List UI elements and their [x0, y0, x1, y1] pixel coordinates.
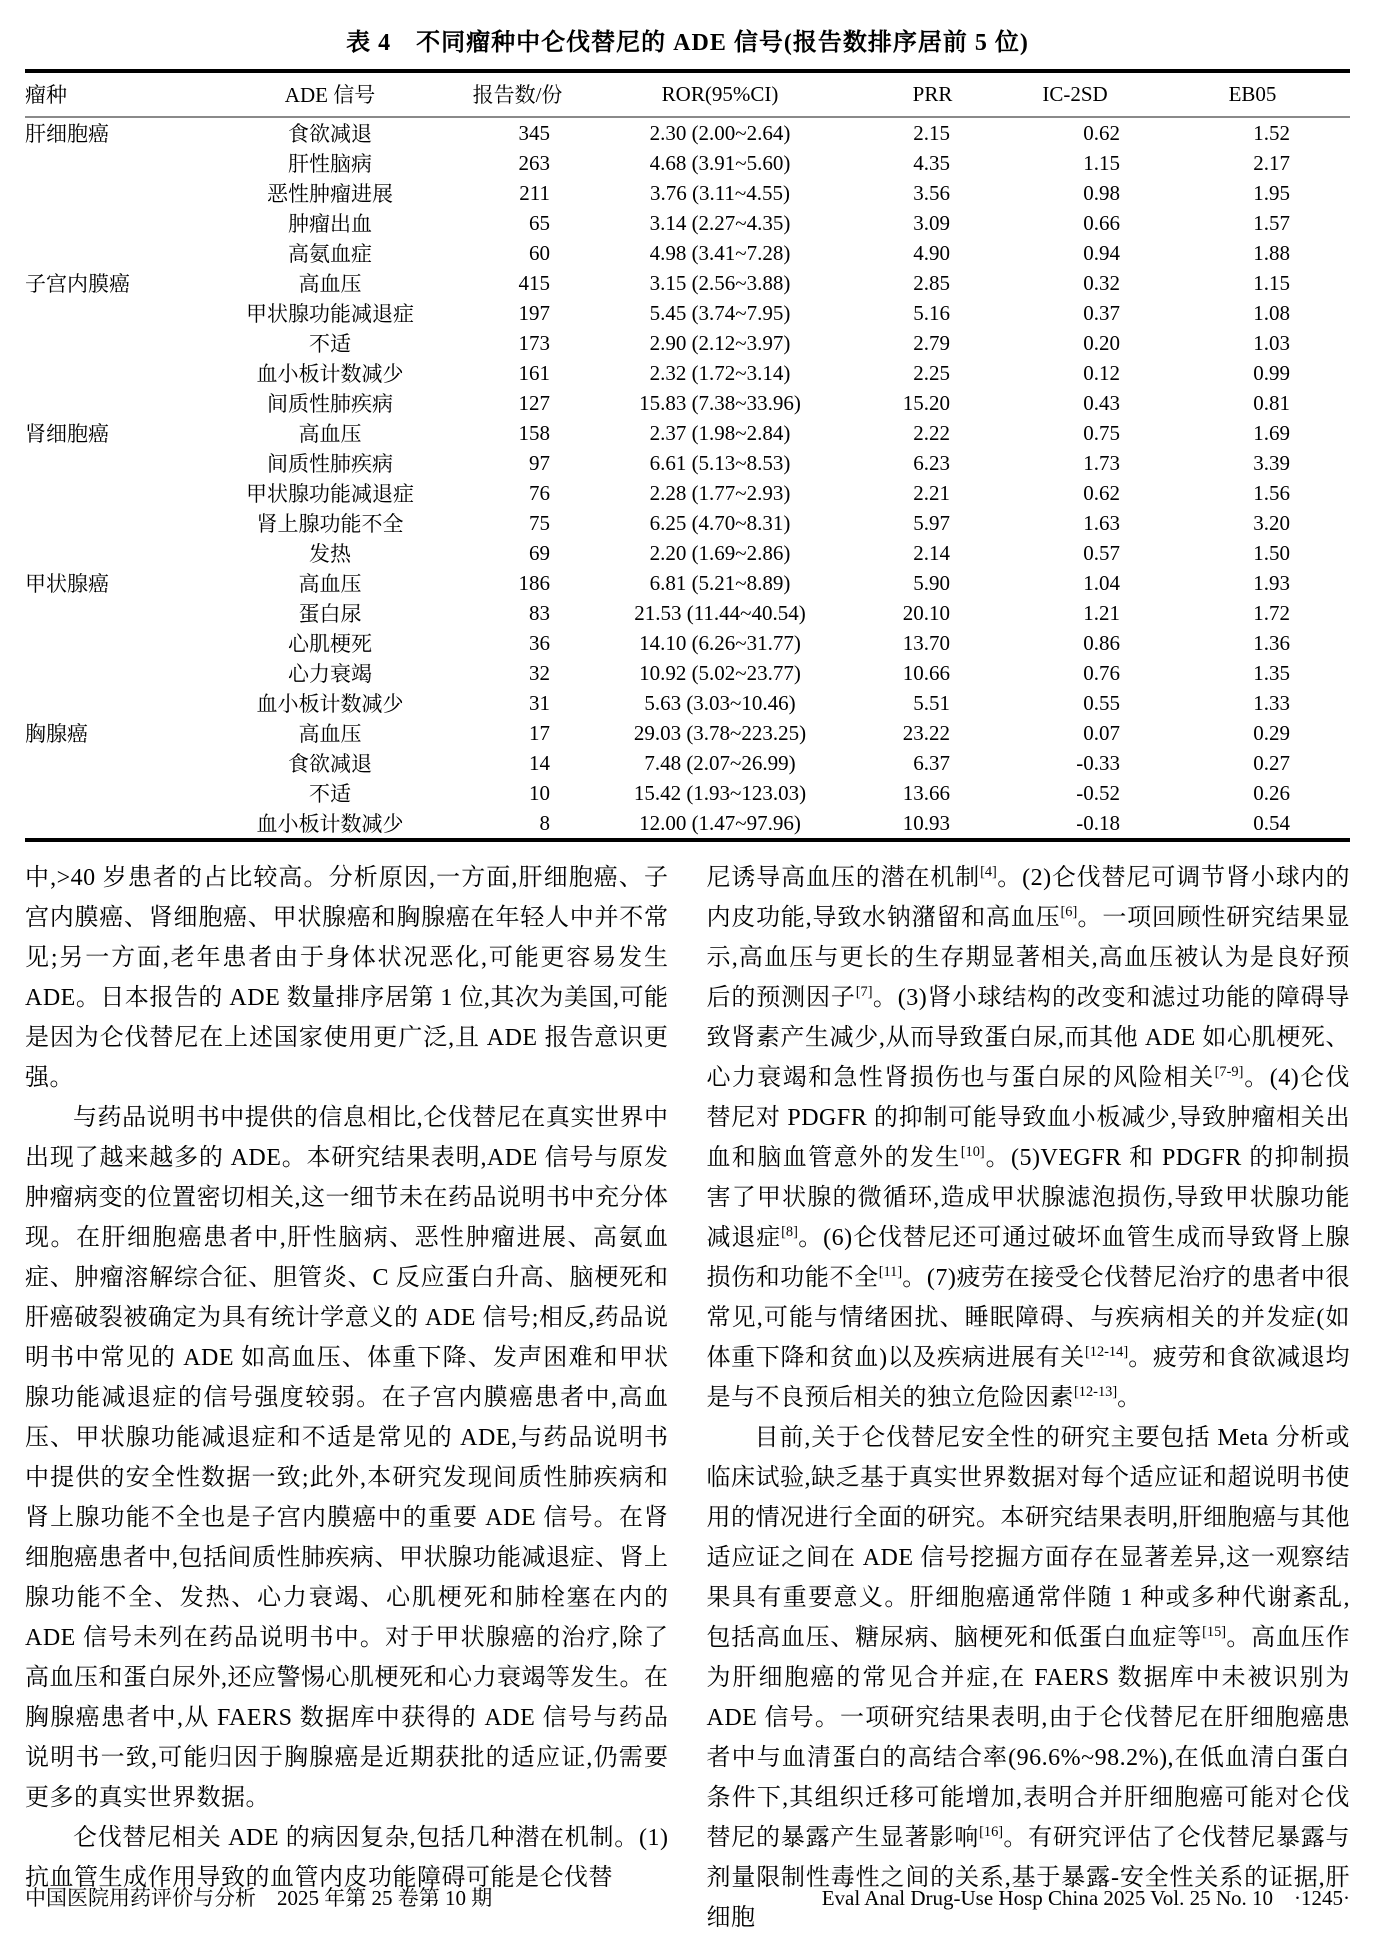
table-cell-ic2sd: 0.55	[1083, 690, 1120, 715]
table4-title: 表 4 不同瘤种中仑伐替尼的 ADE 信号(报告数排序居前 5 位)	[346, 30, 1029, 56]
table-cell-eb05: 1.50	[1253, 540, 1290, 565]
table-cell-reports: 97	[529, 450, 550, 475]
paragraph: 仑伐替尼相关 ADE 的病因复杂,包括几种潜在机制。(1)抗血管生成作用导致的血管内皮功能障碍可能是仑伐替	[25, 1825, 669, 1891]
table-cell-ror: 10.92 (5.02~23.77)	[639, 660, 801, 685]
table-cell-eb05: 1.33	[1253, 690, 1290, 715]
table-row	[25, 808, 1350, 840]
table-cell-prr: 2.21	[913, 480, 950, 505]
table-cell-prr: 4.90	[913, 240, 950, 265]
table-cell-ror: 12.00 (1.47~97.96)	[639, 810, 801, 835]
table-cell-eb05: 1.03	[1253, 330, 1290, 355]
table-cell-ic2sd: 0.76	[1083, 660, 1120, 685]
table-cell-ic2sd: 0.20	[1083, 330, 1120, 355]
table-cell-group: 肝细胞癌	[25, 122, 109, 146]
column-header: PRR	[870, 71, 995, 117]
table-cell-ade: 高血压	[298, 722, 362, 746]
table-cell-reports: 186	[518, 570, 550, 595]
table-cell-group	[25, 388, 195, 418]
table-cell-ic2sd: 1.63	[1083, 510, 1120, 535]
table-cell-group	[25, 598, 195, 628]
table-cell-ic2sd: 0.37	[1083, 300, 1120, 325]
table-cell-ic2sd: 1.04	[1083, 570, 1120, 595]
table-cell-ic2sd: 0.98	[1083, 180, 1120, 205]
table-cell-ic2sd: 0.94	[1083, 240, 1120, 265]
column-header: EB05	[1155, 71, 1350, 117]
table-row	[25, 688, 1350, 718]
table-cell-ic2sd: 0.62	[1083, 480, 1120, 505]
table-cell-group	[25, 328, 195, 358]
table-cell-group	[25, 238, 195, 268]
table-cell-prr: 6.37	[913, 750, 950, 775]
table-cell-eb05: 0.27	[1253, 750, 1290, 775]
table-cell-ade: 肝性脑病	[288, 152, 372, 176]
table-cell-group	[25, 358, 195, 388]
table-cell-ror: 15.83 (7.38~33.96)	[639, 390, 801, 415]
table-row	[25, 178, 1350, 208]
table-cell-prr: 3.56	[913, 180, 950, 205]
table-cell-prr: 20.10	[902, 600, 950, 625]
table-cell-ade: 高血压	[298, 272, 362, 296]
article-body	[25, 858, 1350, 1938]
table-cell-group	[25, 148, 195, 178]
table-cell-prr: 10.66	[902, 660, 950, 685]
table-cell-prr: 2.22	[913, 420, 950, 445]
table-cell-reports: 173	[518, 330, 550, 355]
table-cell-group	[25, 658, 195, 688]
table-cell-ic2sd: 1.15	[1083, 150, 1120, 175]
table-cell-prr: 13.70	[902, 630, 950, 655]
table-row	[25, 778, 1350, 808]
table-cell-eb05: 1.15	[1253, 270, 1290, 295]
table-cell-reports: 36	[529, 630, 550, 655]
table-cell-ade: 恶性肿瘤进展	[267, 182, 393, 206]
table-cell-ade: 心力衰竭	[288, 662, 372, 686]
table-row	[25, 568, 1350, 598]
journal-name-en: Eval Anal Drug-Use Hosp China 2025 Vol. 25 No. 10 ·1245·	[821, 1886, 1350, 1910]
table-cell-ic2sd: 0.07	[1083, 720, 1120, 745]
table-cell-reports: 127	[518, 390, 550, 415]
table-cell-ade: 食欲减退	[288, 752, 372, 776]
table-cell-eb05: 1.95	[1253, 180, 1290, 205]
table-cell-prr: 5.16	[913, 300, 950, 325]
table-cell-ade: 间质性肺疾病	[267, 392, 393, 416]
table-cell-reports: 345	[518, 120, 550, 145]
table-cell-ic2sd: 0.86	[1083, 630, 1120, 655]
table-cell-group	[25, 448, 195, 478]
table-cell-eb05: 1.35	[1253, 660, 1290, 685]
table-cell-ic2sd: -0.18	[1076, 810, 1120, 835]
table-body	[25, 117, 1350, 840]
table-cell-eb05: 1.52	[1253, 120, 1290, 145]
paragraph: 中,>40 岁患者的占比较高。分析原因,一方面,肝细胞癌、子宫内膜癌、肾细胞癌、甲状腺癌和胸腺癌在年轻人中并不常见;另一方面,老年患者由于身体状况恶化,可能更容易发生 ADE。日本报告的 ADE 数量排序居第 1 位,其次为美国,可能是因为仑伐替尼在上述国家使用更广泛,且 ADE 报告意识更强。	[25, 865, 669, 1091]
table-cell-group: 肾细胞癌	[25, 422, 109, 446]
table-cell-eb05: 1.36	[1253, 630, 1290, 655]
table-cell-group	[25, 508, 195, 538]
table-cell-eb05: 1.69	[1253, 420, 1290, 445]
table-cell-group	[25, 748, 195, 778]
column-header: ADE 信号	[195, 71, 465, 117]
table-cell-eb05: 1.08	[1253, 300, 1290, 325]
table-cell-ror: 6.61 (5.13~8.53)	[649, 450, 791, 475]
table-cell-eb05: 0.26	[1253, 780, 1290, 805]
table-cell-eb05: 3.39	[1253, 450, 1290, 475]
table-cell-ror: 3.15 (2.56~3.88)	[649, 270, 791, 295]
table-cell-ic2sd: 0.66	[1083, 210, 1120, 235]
table-cell-ade: 间质性肺疾病	[267, 452, 393, 476]
table-row	[25, 148, 1350, 178]
table-cell-group: 胸腺癌	[25, 722, 88, 746]
table-row	[25, 538, 1350, 568]
table-cell-prr: 13.66	[902, 780, 950, 805]
table-row	[25, 508, 1350, 538]
table-cell-eb05: 0.29	[1253, 720, 1290, 745]
table-cell-ror: 5.45 (3.74~7.95)	[649, 300, 791, 325]
table-cell-prr: 3.09	[913, 210, 950, 235]
table-cell-ade: 心肌梗死	[288, 632, 372, 656]
table-cell-reports: 83	[529, 600, 550, 625]
text-column-left	[25, 858, 669, 1938]
table-cell-ic2sd: 0.43	[1083, 390, 1120, 415]
table-cell-eb05: 1.88	[1253, 240, 1290, 265]
table-cell-reports: 8	[539, 810, 550, 835]
table-row	[25, 718, 1350, 748]
table-cell-ror: 3.14 (2.27~4.35)	[649, 210, 791, 235]
table-cell-ade: 蛋白尿	[298, 602, 362, 626]
table-cell-ic2sd: 1.21	[1083, 600, 1120, 625]
table-cell-prr: 2.79	[913, 330, 950, 355]
table-cell-ade: 肿瘤出血	[288, 212, 372, 236]
table-cell-reports: 10	[529, 780, 550, 805]
table-cell-ic2sd: 0.12	[1083, 360, 1120, 385]
table-cell-reports: 17	[529, 720, 550, 745]
table-cell-ic2sd: 0.32	[1083, 270, 1120, 295]
table-cell-prr: 6.23	[913, 450, 950, 475]
table-cell-reports: 69	[529, 540, 550, 565]
column-header: IC-2SD	[995, 71, 1155, 117]
table-cell-ror: 2.20 (1.69~2.86)	[649, 540, 791, 565]
table-cell-reports: 197	[518, 300, 550, 325]
table-cell-eb05: 0.54	[1253, 810, 1290, 835]
table-cell-reports: 31	[529, 690, 550, 715]
table-row	[25, 208, 1350, 238]
table-cell-reports: 32	[529, 660, 550, 685]
table-row	[25, 448, 1350, 478]
table-row	[25, 418, 1350, 448]
table-cell-ic2sd: -0.33	[1076, 750, 1120, 775]
table-cell-reports: 161	[518, 360, 550, 385]
table-cell-ade: 血小板计数减少	[256, 812, 404, 836]
table-cell-ade: 血小板计数减少	[256, 692, 404, 716]
table-cell-ade: 肾上腺功能不全	[256, 512, 404, 536]
table-cell-prr: 10.93	[902, 810, 950, 835]
paragraph: 尼诱导高血压的潜在机制[4]。(2)仑伐替尼可调节肾小球内的内皮功能,导致水钠潴留和高血压[6]。一项回顾性研究结果显示,高血压与更长的生存期显著相关,高血压被认为是良好预后的预测因子[7]。(3)肾小球结构的改变和滤过功能的障碍导致肾素产生减少,从而导致蛋白尿,而其他 ADE 如心肌梗死、心力衰竭和急性肾损伤也与蛋白尿的风险相关[7-9]。(4)仑伐替尼对 PDGFR 的抑制可能导致血小板减少,导致肿瘤相关出血和脑血管意外的发生[10]。(5)VEGFR 和 PDGFR 的抑制损害了甲状腺的微循环,造成甲状腺滤泡损伤,导致甲状腺功能减退症[8]。(6)仑伐替尼还可通过破坏血管生成而导致肾上腺损伤和功能不全[11]。(7)疲劳在接受仑伐替尼治疗的患者中很常见,可能与情绪困扰、睡眠障碍、与疾病相关的并发症(如体重下降和贫血)以及疾病进展有关[12-14]。疲劳和食欲减退均是与不良预后相关的独立危险因素[12-13]。	[706, 864, 1351, 1411]
table-cell-ror: 2.32 (1.72~3.14)	[649, 360, 791, 385]
table-row	[25, 328, 1350, 358]
table-cell-ade: 食欲减退	[288, 122, 372, 146]
table-cell-ror: 29.03 (3.78~223.25)	[633, 720, 807, 745]
table-cell-ror: 2.90 (2.12~3.97)	[649, 330, 791, 355]
table-cell-reports: 75	[529, 510, 550, 535]
table-cell-ic2sd: -0.52	[1076, 780, 1120, 805]
table-cell-ade: 不适	[309, 332, 351, 356]
table-cell-reports: 60	[529, 240, 550, 265]
table-cell-ror: 3.76 (3.11~4.55)	[649, 180, 791, 205]
table-cell-ror: 4.98 (3.41~7.28)	[649, 240, 791, 265]
table-cell-eb05: 1.57	[1253, 210, 1290, 235]
table-cell-ade: 甲状腺功能减退症	[246, 482, 414, 506]
table-cell-prr: 5.90	[913, 570, 950, 595]
table-row	[25, 358, 1350, 388]
table-cell-group	[25, 778, 195, 808]
table-cell-ic2sd: 1.73	[1083, 450, 1120, 475]
paragraph: 与药品说明书中提供的信息相比,仑伐替尼在真实世界中出现了越来越多的 ADE。本研究结果表明,ADE 信号与原发肿瘤病变的位置密切相关,这一细节未在药品说明书中充分体现。在肝细胞癌患者中,肝性脑病、恶性肿瘤进展、高氨血症、肿瘤溶解综合征、胆管炎、C 反应蛋白升高、脑梗死和肝癌破裂被确定为具有统计学意义的 ADE 信号;相反,药品说明书中常见的 ADE 如高血压、体重下降、发声困难和甲状腺功能减退症的信号强度较弱。在子宫内膜癌患者中,高血压、甲状腺功能减退症和不适是常见的 ADE,与药品说明书中提供的安全性数据一致;此外,本研究发现间质性肺疾病和肾上腺功能不全也是子宫内膜癌中的重要 ADE 信号。在肾细胞癌患者中,包括间质性肺疾病、甲状腺功能减退症、肾上腺功能不全、发热、心力衰竭、心肌梗死和肺栓塞在内的 ADE 信号未列在药品说明书中。对于甲状腺癌的治疗,除了高血压和蛋白尿外,还应警惕心肌梗死和心力衰竭等发生。在胸腺癌患者中,从 FAERS 数据库中获得的 ADE 信号与药品说明书一致,可能归因于胸腺癌是近期获批的适应证,仍需要更多的真实世界数据。	[25, 1105, 669, 1811]
table-cell-reports: 76	[529, 480, 550, 505]
table-cell-prr: 5.51	[913, 690, 950, 715]
table-cell-ic2sd: 0.62	[1083, 120, 1120, 145]
table-cell-ade: 发热	[309, 542, 351, 566]
text-column-right	[707, 858, 1351, 1938]
table-cell-eb05: 3.20	[1253, 510, 1290, 535]
table-row	[25, 388, 1350, 418]
table-cell-prr: 5.97	[913, 510, 950, 535]
table-cell-group: 甲状腺癌	[25, 572, 109, 596]
table-header-row	[25, 71, 1350, 117]
table-cell-ror: 6.81 (5.21~8.89)	[649, 570, 791, 595]
column-header: 报告数/份	[465, 71, 570, 117]
table-cell-eb05: 0.99	[1253, 360, 1290, 385]
table-cell-ror: 2.37 (1.98~2.84)	[649, 420, 791, 445]
table-row	[25, 238, 1350, 268]
table-cell-ror: 7.48 (2.07~26.99)	[644, 750, 796, 775]
table-cell-ade: 甲状腺功能减退症	[246, 302, 414, 326]
page-footer	[25, 1882, 1350, 1912]
table4-ade-signals	[25, 69, 1350, 842]
table-cell-eb05: 1.56	[1253, 480, 1290, 505]
table-cell-eb05: 1.93	[1253, 570, 1290, 595]
table-row	[25, 478, 1350, 508]
table-cell-group	[25, 208, 195, 238]
table-cell-prr: 2.85	[913, 270, 950, 295]
table-cell-ror: 14.10 (6.26~31.77)	[639, 630, 801, 655]
table-cell-eb05: 0.81	[1253, 390, 1290, 415]
table-cell-ror: 2.30 (2.00~2.64)	[649, 120, 791, 145]
table-cell-group	[25, 538, 195, 568]
table-cell-prr: 2.15	[913, 120, 950, 145]
table-cell-ror: 15.42 (1.93~123.03)	[633, 780, 807, 805]
table-cell-prr: 23.22	[902, 720, 950, 745]
table-cell-group	[25, 178, 195, 208]
table-cell-ic2sd: 0.57	[1083, 540, 1120, 565]
table-cell-ror: 6.25 (4.70~8.31)	[649, 510, 791, 535]
table-row	[25, 628, 1350, 658]
column-header: ROR(95%CI)	[570, 71, 870, 117]
table-cell-ic2sd: 0.75	[1083, 420, 1120, 445]
table-cell-ror: 5.63 (3.03~10.46)	[644, 690, 796, 715]
paragraph: 目前,关于仑伐替尼安全性的研究主要包括 Meta 分析或临床试验,缺乏基于真实世界数据对每个适应证和超说明书使用的情况进行全面的研究。本研究结果表明,肝细胞癌与其他适应证之间在 ADE 信号挖掘方面存在显著差异,这一观察结果具有重要意义。肝细胞癌通常伴随 1 种或多种代谢紊乱,包括高血压、糖尿病、脑梗死和低蛋白血症等[15]。高血压作为肝细胞癌的常见合并症,在 FAERS 数据库中未被识别为 ADE 信号。一项研究结果表明,由于仑伐替尼在肝细胞癌患者中与血清蛋白的高结合率(96.6%~98.2%),在低血清白蛋白条件下,其组织迁移可能增加,表明合并肝细胞癌可能对仑伐替尼的暴露产生显著影响[16]。有研究评估了仑伐替尼暴露与剂量限制性毒性之间的关系,基于暴露-安全性关系的证据,肝细胞	[706, 1425, 1351, 1931]
table-cell-group	[25, 688, 195, 718]
table-row	[25, 268, 1350, 298]
table-cell-reports: 211	[519, 180, 550, 205]
table-row	[25, 298, 1350, 328]
table-cell-ror: 21.53 (11.44~40.54)	[634, 600, 806, 625]
table-cell-reports: 263	[518, 150, 550, 175]
table-cell-prr: 4.35	[913, 150, 950, 175]
table-cell-eb05: 2.17	[1253, 150, 1290, 175]
table-cell-ade: 高血压	[298, 572, 362, 596]
table-row	[25, 748, 1350, 778]
table4-block	[25, 22, 1350, 842]
table-cell-prr: 15.20	[902, 390, 950, 415]
table-row	[25, 658, 1350, 688]
table-cell-reports: 415	[518, 270, 550, 295]
table-cell-reports: 14	[529, 750, 550, 775]
table-cell-prr: 2.25	[913, 360, 950, 385]
table-cell-group	[25, 298, 195, 328]
table-cell-reports: 158	[518, 420, 550, 445]
table-row	[25, 598, 1350, 628]
table-cell-ror: 4.68 (3.91~5.60)	[649, 150, 791, 175]
table-cell-group	[25, 478, 195, 508]
table-cell-ade: 不适	[309, 782, 351, 806]
journal-name-cn: 中国医院用药评价与分析 2025 年第 25 卷第 10 期	[25, 1886, 493, 1910]
table-cell-group: 子宫内膜癌	[25, 272, 130, 296]
table-cell-prr: 2.14	[913, 540, 950, 565]
table-cell-group	[25, 808, 195, 840]
table-cell-group	[25, 628, 195, 658]
table-row	[25, 117, 1350, 148]
column-header: 瘤种	[25, 71, 195, 117]
table-cell-ade: 高血压	[298, 422, 362, 446]
table-cell-reports: 65	[529, 210, 550, 235]
table-cell-eb05: 1.72	[1253, 600, 1290, 625]
table-cell-ade: 高氨血症	[288, 242, 372, 266]
table-cell-ade: 血小板计数减少	[256, 362, 404, 386]
table-cell-ror: 2.28 (1.77~2.93)	[649, 480, 791, 505]
